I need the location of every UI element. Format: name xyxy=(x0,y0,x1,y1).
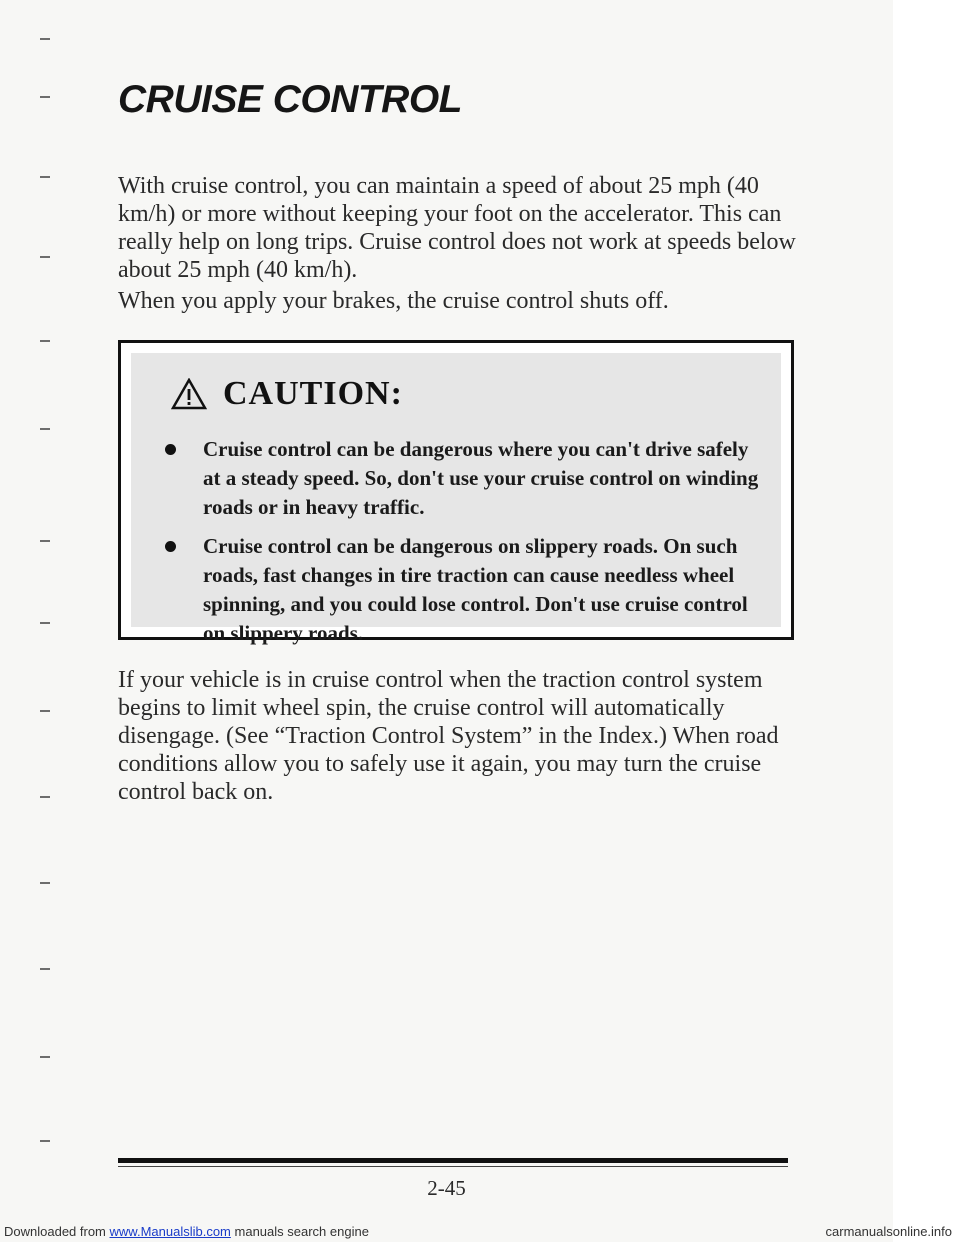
edge-mark xyxy=(40,340,50,342)
footer-rule xyxy=(118,1166,788,1167)
page-number: 2-45 xyxy=(427,1176,466,1200)
caution-box xyxy=(118,340,794,645)
edge-mark xyxy=(40,96,50,98)
caution-panel xyxy=(131,353,781,645)
caution-bullet-text: Cruise control can be dangerous on slippery roads. On such roads, fast changes in tire traction can cause needless wheel spinning, and you could lose control. Don't use cruise control on slippery roads. xyxy=(203,534,748,645)
edge-mark xyxy=(40,256,50,258)
edge-mark xyxy=(40,1140,50,1142)
warning-triangle-icon xyxy=(171,378,207,410)
edge-mark xyxy=(40,882,50,884)
edge-mark xyxy=(40,710,50,712)
section-title: CRUISE CONTROL xyxy=(118,78,462,121)
caution-bullet xyxy=(161,435,771,522)
edge-mark xyxy=(40,968,50,970)
intro-paragraph: With cruise control, you can maintain a speed of about 25 mph (40 km/h) or more without keeping your foot on the accelerator. This can really help on long trips. Cruise control does not work at speeds below about 25 mph (40 km/h). xyxy=(118,173,796,283)
caution-title: CAUTION: xyxy=(223,375,403,412)
watermark-link[interactable]: www.Manualslib.com xyxy=(109,1224,231,1239)
caution-bullet xyxy=(161,532,771,648)
brake-paragraph: When you apply your brakes, the cruise control shuts off. xyxy=(118,288,669,314)
footer-rule xyxy=(118,1158,788,1163)
caution-bullet-text: Cruise control can be dangerous where you can't drive safely at a steady speed. So, don't use your cruise control on winding roads or in heavy traffic. xyxy=(203,437,759,519)
download-watermark xyxy=(4,1224,369,1239)
traction-paragraph: If your vehicle is in cruise control when the traction control system begins to limit wheel spin, the cruise control will automatically disengage. (See “Traction Control System” in the Index.) When road conditions allow you to safely use it again, you may turn the cruise control back on. xyxy=(118,667,779,805)
caution-header xyxy=(171,375,403,413)
watermark-prefix: Downloaded from xyxy=(4,1224,106,1239)
bullet-dot-icon xyxy=(165,444,176,455)
site-watermark: carmanualsonline.info xyxy=(825,1224,952,1239)
edge-mark xyxy=(40,540,50,542)
edge-mark xyxy=(40,176,50,178)
edge-mark xyxy=(40,38,50,40)
edge-mark xyxy=(40,1056,50,1058)
watermark-suffix: manuals search engine xyxy=(234,1224,369,1239)
edge-mark xyxy=(40,796,50,798)
edge-mark xyxy=(40,428,50,430)
edge-mark xyxy=(40,622,50,624)
bullet-dot-icon xyxy=(165,541,176,552)
caution-list xyxy=(161,435,771,658)
